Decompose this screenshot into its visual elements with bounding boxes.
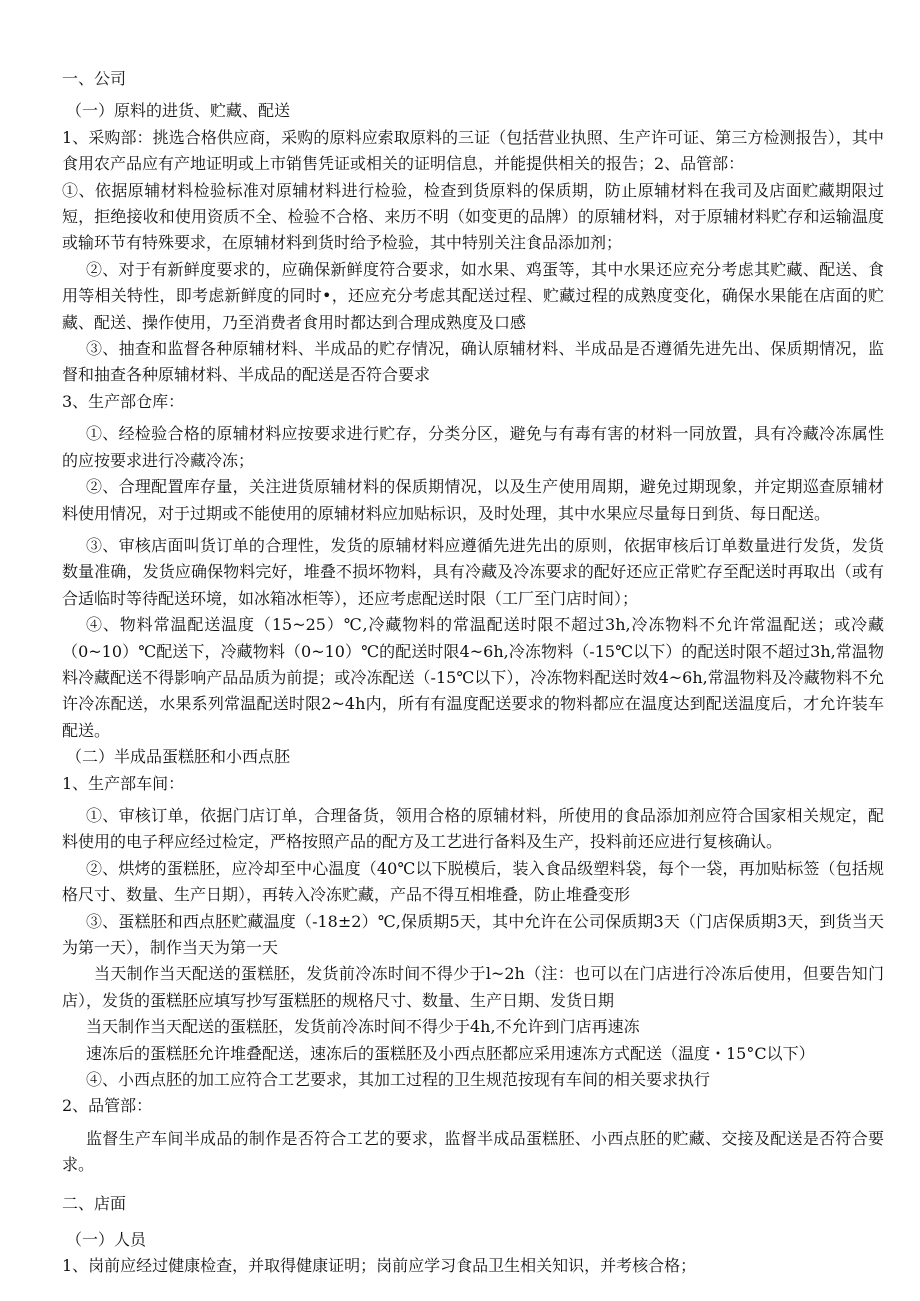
paragraph-purchasing: 1、采购部：挑选合格供应商，采购的原料应索取原料的三证（包括营业执照、生产许可证、第三方检测报告），其中食用农产品应有产地证明或上市销售凭证或相关的证明信息，并能提供相关的报告；2、品管部： [62, 127, 884, 174]
paragraph-same-day-delivery: 当天制作当天配送的蛋糕胚，发货前冷冻时间不得少于4h,不允许到门店再速冻 [86, 1017, 640, 1037]
paragraph-freshness: ②、对于有新鲜度要求的，应确保新鲜度符合要求，如水果、鸡蛋等，其中水果还应充分考虑其贮藏、配送、食用等相关特性，即考虑新鲜度的同时•，还应充分考虑其配送过程、贮藏过程的成熟度变化，确保水果能在店面的贮藏、配送、操作使用，乃至消费者食用时都达到合理成熟度及口感 [62, 259, 884, 332]
paragraph-warehouse-storage: ①、经检验合格的原辅材料应按要求进行贮存，分类分区，避免与有毒有害的材料一同放置，具有冷藏冷冻属性的应按要求进行冷藏冷冻； [62, 424, 884, 470]
paragraph-baking: ②、烘烤的蛋糕胚，应冷却至中心温度（40℃以下脱模后，装入食品级塑料袋，每个一袋，再加贴标签（包括规格尺寸、数量、生产日期），再转入冷冻贮藏，产品不得互相堆叠，防止堆叠变形 [62, 858, 884, 905]
paragraph-inspection: ①、依据原辅材料检验标准对原辅材料进行检验，检查到货原料的保质期，防止原辅材料在我司及店面贮藏期限过短，拒绝接收和使用资质不全、检验不合格、来历不明（如变更的品牌）的原辅材料，对于原辅材料贮存和运输温度或输环节有特殊要求，在原辅材料到货时给予检验，其中特别关注食品添加剂； [62, 180, 884, 253]
paragraph-same-day-freezing: 当天制作当天配送的蛋糕胚，发货前冷冻时间不得少于l~2h（注：也可以在门店进行冷冻后使用，但要告知门店），发货的蛋糕胚应填写抄写蛋糕胚的规格尺寸、数量、生产日期、发货日期 [62, 964, 884, 1010]
section-heading-company: 一、公司 [62, 69, 127, 88]
paragraph-shelf-life: ③、蛋糕胚和西点胚贮藏温度（-18±2）℃,保质期5天，其中允许在公司保质期3天（门店保质期3天，到货当天为第一天），制作当天为第一天 [62, 911, 884, 957]
paragraph-warehouse-heading: 3、生产部仓库： [62, 391, 185, 411]
paragraph-order-review: ③、审核店面叫货订单的合理性，发货的原辅材料应遵循先进先出的原则，依据审核后订单数量进行发货，发货数量准确，发货应确保物料完好，堆叠不损坏物料，具有冷藏及冷冻要求的配好还应正常贮存至配送时再取出（或有合适临时等待配送环境，如冰箱冰柜等），还应考虑配送时限（工厂至门店时间）； [62, 535, 884, 608]
subsection-heading-semi-finished: （二）半成品蛋糕胚和小西点胚 [66, 747, 291, 767]
paragraph-inventory: ②、合理配置库存量，关注进货原辅材料的保质期情况，以及生产使用周期，避免过期现象，并定期巡查原辅材料使用情况，对于过期或不能使用的原辅材料应加贴标识，及时处理，其中水果应尽量每日到货、每日配送。 [62, 477, 884, 523]
paragraph-qc-heading: 2、品管部： [62, 1096, 153, 1116]
subsection-heading-staff: （一）人员 [66, 1230, 147, 1250]
paragraph-quick-freeze: 速冻后的蛋糕胚允许堆叠配送，速冻后的蛋糕胚及小西点胚都应采用速冻方式配送（温度・15°C以下） [86, 1043, 815, 1063]
paragraph-workshop-heading: 1、生产部车间： [62, 773, 185, 793]
document-page [62, 66, 884, 1280]
paragraph-order-prep: ①、审核订单，依据门店订单，合理备货，领用合格的原辅材料，所使用的食品添加剂应符合国家相关规定，配料使用的电子秤应经过检定，严格按照产品的配方及工艺进行备料及生产，投料前还应进行复核确认。 [62, 805, 884, 852]
section-heading-store: 二、店面 [62, 1193, 127, 1213]
paragraph-delivery-temperature: ④、物料常温配送温度（15~25）℃,冷藏物料的常温配送时限不超过3h,冷冻物料不允许常温配送；或冷藏（0~10）℃配送下，冷藏物料（0~10）℃的配送时限4~6h,冷冻物料（-15℃以下）的配送时限不超过3h,常温物料冷藏配送不得影响产品品质为前提；或冷冻配送（-15℃以下），冷冻物料配送时效4~6h,常温物料及冷藏物料不允许冷冻配送，水果系列常温配送时限2~4h内，所有有温度配送要求的物料都应在温度达到配送温度后，才允许装车配送。 [62, 615, 884, 740]
subsection-heading-materials: （一）原料的进货、贮藏、配送 [66, 101, 291, 121]
paragraph-storage-check: ③、抽查和监督各种原辅材料、半成品的贮存情况，确认原辅材料、半成品是否遵循先进先出、保质期情况，监督和抽查各种原辅材料、半成品的配送是否符合要求 [62, 339, 884, 385]
paragraph-health-check: 1、岗前应经过健康检查，并取得健康证明；岗前应学习食品卫生相关知识，并考核合格； [62, 1256, 697, 1276]
paragraph-qc-supervision: 监督生产车间半成品的制作是否符合工艺的要求，监督半成品蛋糕胚、小西点胚的贮藏、交接及配送是否符合要求。 [62, 1128, 884, 1175]
paragraph-pastry-process: ④、小西点胚的加工应符合工艺要求，其加工过程的卫生规范按现有车间的相关要求执行 [86, 1070, 711, 1090]
